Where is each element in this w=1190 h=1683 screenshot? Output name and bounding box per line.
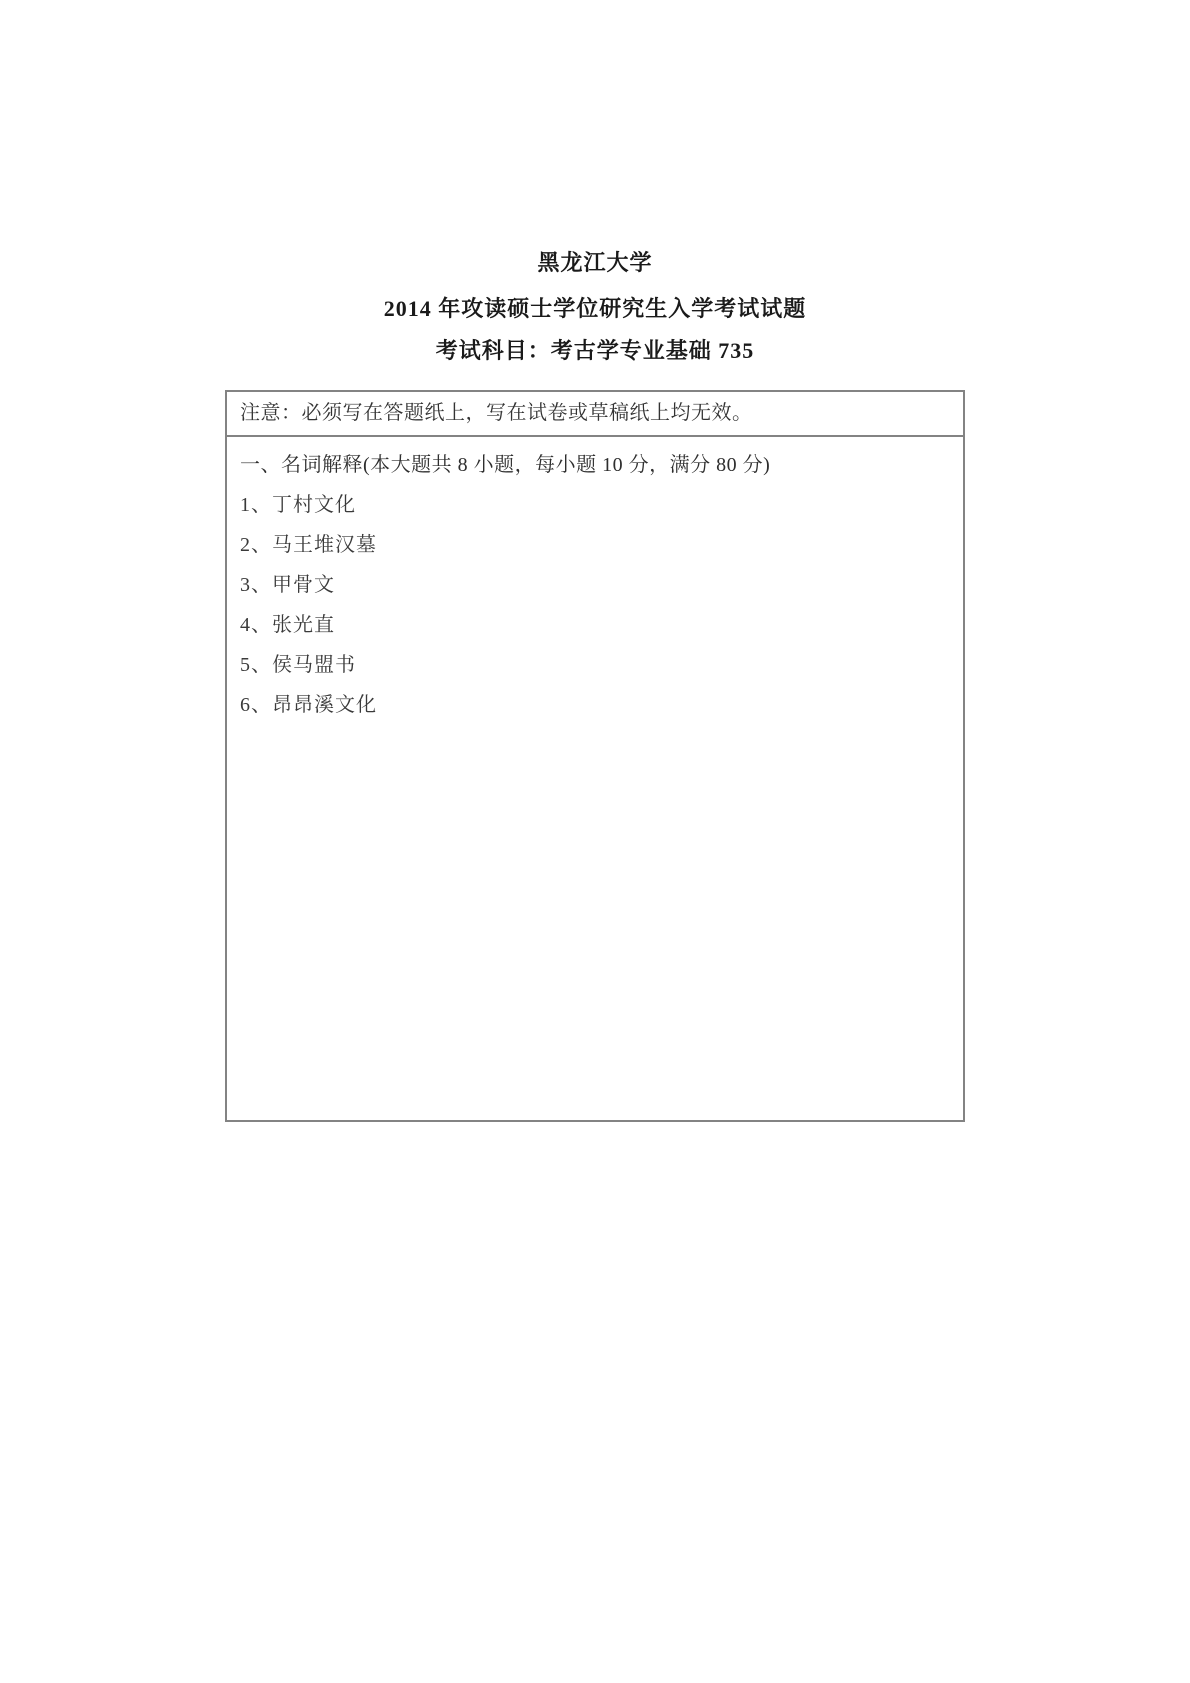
section-body (227, 437, 963, 718)
university-title: 黑龙江大学 (537, 250, 653, 275)
question-item: 4、张光直 (240, 614, 335, 636)
exam-title: 2014 年攻读硕士学位研究生入学考试试题 (383, 296, 807, 321)
question-list (240, 492, 949, 718)
exam-content-box (225, 390, 965, 1122)
question-item: 1、丁村文化 (240, 494, 356, 516)
subject-title: 考试科目：考古学专业基础 735 (435, 338, 755, 363)
question-item: 2、马王堆汉墓 (240, 534, 377, 556)
question-item: 6、昂昂溪文化 (240, 694, 377, 716)
question-item: 5、侯马盟书 (240, 654, 356, 676)
section-heading: 一、名词解释(本大题共 8 小题，每小题 10 分，满分 80 分) (240, 454, 771, 476)
question-item: 3、甲骨文 (240, 574, 335, 596)
notice-text: 注意：必须写在答题纸上，写在试卷或草稿纸上均无效。 (227, 392, 963, 437)
